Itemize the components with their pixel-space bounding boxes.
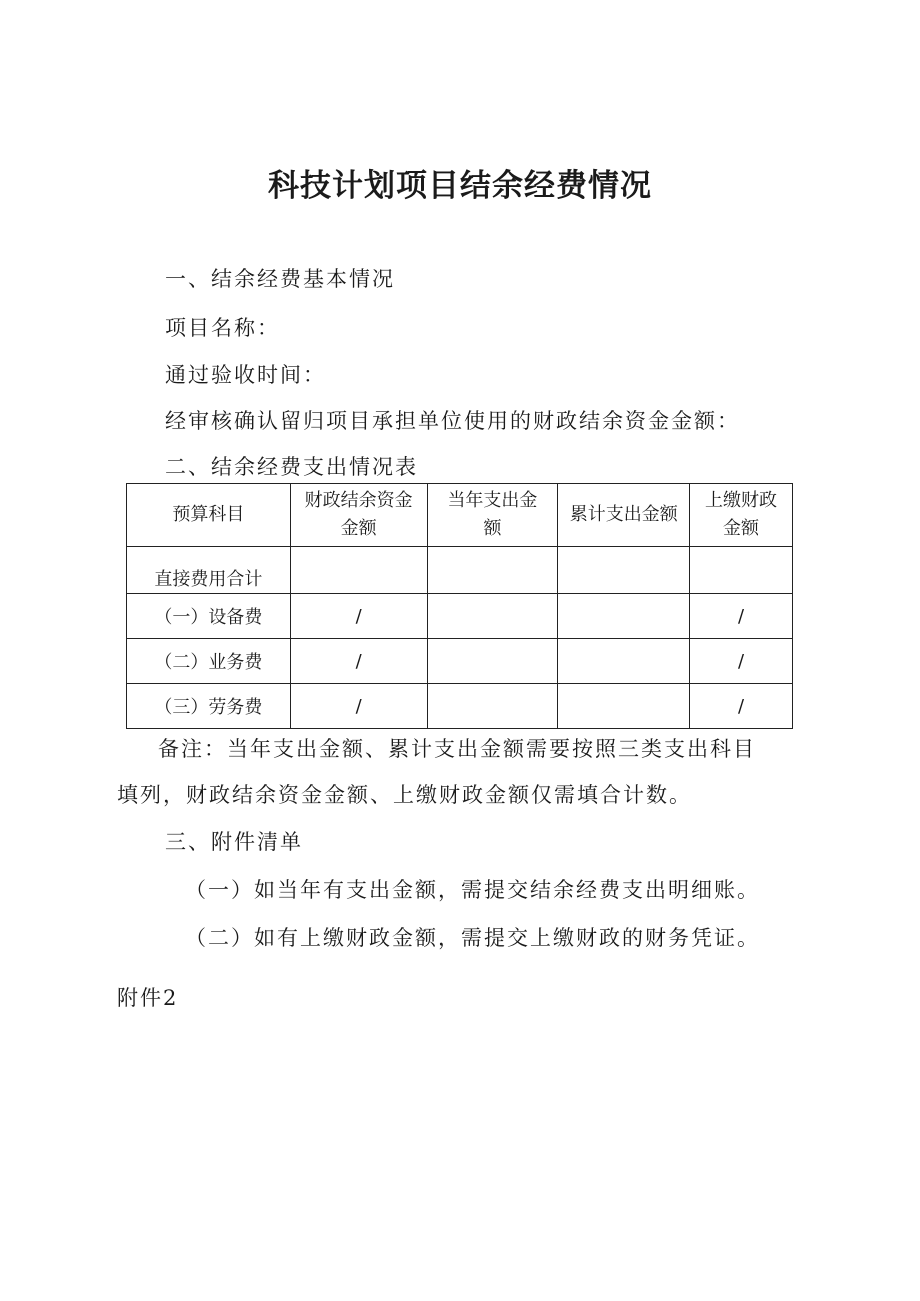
row-label: （三）劳务费 bbox=[127, 684, 291, 729]
table-cell bbox=[427, 594, 558, 639]
table-row bbox=[127, 547, 793, 594]
table-cell bbox=[558, 639, 690, 684]
attachment-label: 附件2 bbox=[117, 986, 179, 1010]
row-label: 直接费用合计 bbox=[127, 547, 291, 594]
table-cell bbox=[290, 547, 427, 594]
table-cell bbox=[558, 684, 690, 729]
section3-heading: 三、附件清单 bbox=[165, 830, 303, 854]
table-cell: / bbox=[290, 639, 427, 684]
table-cell bbox=[558, 594, 690, 639]
section2-heading: 二、结余经费支出情况表 bbox=[165, 455, 418, 479]
table-cell: / bbox=[690, 639, 793, 684]
header-remitted-amount: 上缴财政 金额 bbox=[690, 484, 793, 547]
table-cell bbox=[427, 684, 558, 729]
project-name-label: 项目名称： bbox=[165, 316, 280, 340]
table-row bbox=[127, 684, 793, 729]
retained-amount-label: 经审核确认留归项目承担单位使用的财政结余资金金额： bbox=[165, 409, 740, 433]
acceptance-time-label: 通过验收时间： bbox=[165, 363, 326, 387]
page-title: 科技计划项目结余经费情况 bbox=[268, 168, 652, 204]
table-cell: / bbox=[290, 594, 427, 639]
table-cell bbox=[427, 639, 558, 684]
table-cell bbox=[558, 547, 690, 594]
table-header-row bbox=[127, 484, 793, 547]
row-label: （二）业务费 bbox=[127, 639, 291, 684]
row-label: （一）设备费 bbox=[127, 594, 291, 639]
note-line-2: 填列，财政结余资金金额、上缴财政金额仅需填合计数。 bbox=[117, 783, 692, 807]
table-cell: / bbox=[690, 684, 793, 729]
table-row bbox=[127, 594, 793, 639]
header-cumulative-expenditure: 累计支出金额 bbox=[558, 484, 690, 547]
table-cell: / bbox=[290, 684, 427, 729]
table-cell: / bbox=[690, 594, 793, 639]
header-fiscal-surplus-amount: 财政结余资金 金额 bbox=[290, 484, 427, 547]
expenditure-table bbox=[126, 483, 793, 729]
header-budget-item: 预算科目 bbox=[127, 484, 291, 547]
table-cell bbox=[427, 547, 558, 594]
attachment-list-item: （二）如有上缴财政金额，需提交上缴财政的财务凭证。 bbox=[185, 926, 760, 950]
table-cell bbox=[690, 547, 793, 594]
attachment-list-item: （一）如当年有支出金额，需提交结余经费支出明细账。 bbox=[185, 878, 760, 902]
header-current-year-expenditure: 当年支出金 额 bbox=[427, 484, 558, 547]
table-row bbox=[127, 639, 793, 684]
note-line-1: 备注：当年支出金额、累计支出金额需要按照三类支出科目 bbox=[158, 737, 756, 761]
section1-heading: 一、结余经费基本情况 bbox=[165, 267, 395, 291]
